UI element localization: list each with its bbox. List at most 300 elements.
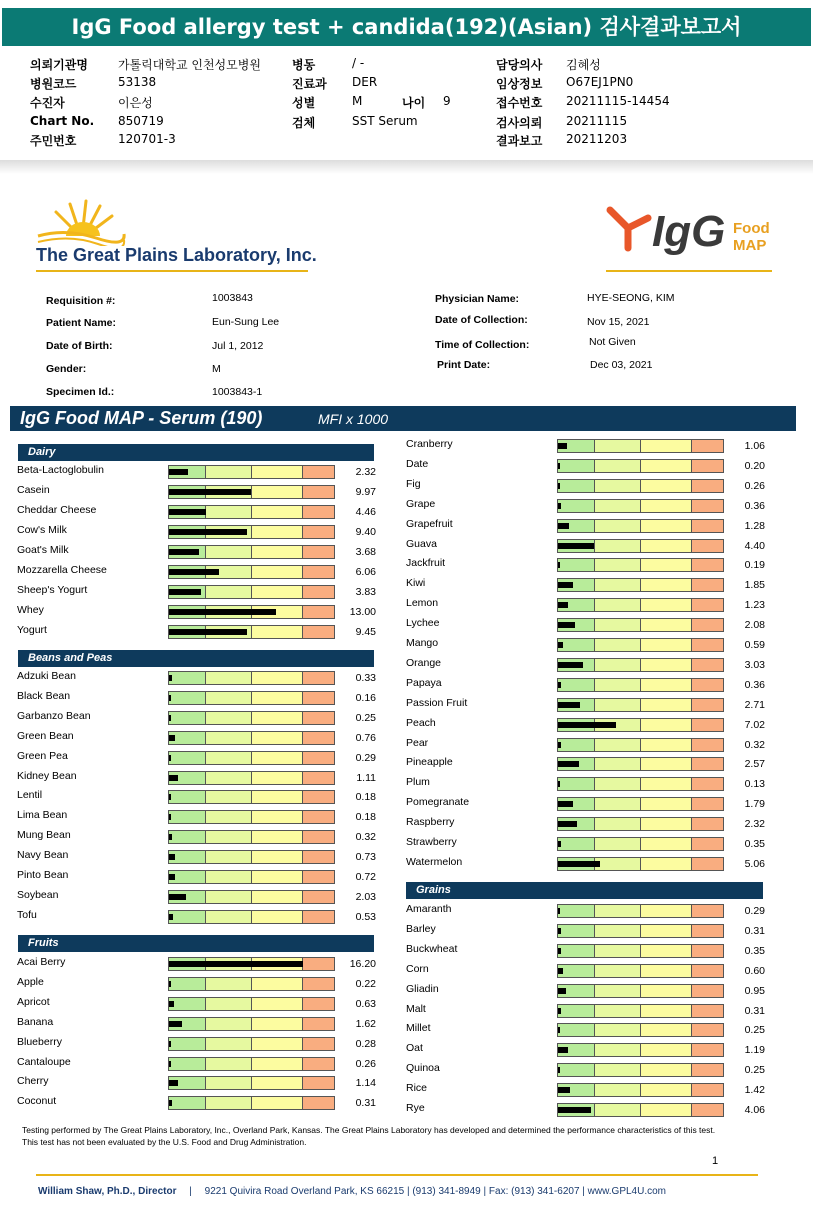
food-bar-fill <box>169 529 247 535</box>
food-bar <box>168 605 335 619</box>
lab-underline <box>36 270 308 272</box>
disclaimer: Testing performed by The Great Plains Laboratory, Inc., Overland Park, Kansas. The Great Plains Laboratory has developed and determined the performance characteristics of this test. This test has not been evaluated by the U.S. Food and Drug Administration. <box>22 1125 716 1147</box>
food-row <box>17 603 387 623</box>
food-row <box>17 1094 387 1114</box>
food-bar <box>168 790 335 804</box>
food-bar-fill <box>169 569 219 575</box>
food-row <box>17 908 387 928</box>
food-name: Cherry <box>17 1075 49 1088</box>
food-value: 0.36 <box>744 499 765 512</box>
food-bar-fill <box>558 1087 570 1093</box>
food-bar-fill <box>169 735 175 741</box>
food-bar <box>168 1096 335 1110</box>
food-value: 2.57 <box>744 758 765 771</box>
food-bar-fill <box>558 562 560 568</box>
patient-value: Eun-Sung Lee <box>212 316 280 328</box>
food-name: Corn <box>406 962 429 975</box>
food-bar <box>557 797 724 811</box>
food-value: 2.32 <box>355 466 376 478</box>
food-bar <box>168 910 335 924</box>
info-value: SST Serum <box>352 114 418 128</box>
food-row <box>406 1041 776 1061</box>
food-bar-fill <box>169 755 171 761</box>
info-value: 가톨릭대학교 인천성모병원 <box>118 58 261 72</box>
food-row <box>17 975 387 995</box>
food-row <box>406 795 776 815</box>
food-bar-fill <box>169 1061 171 1067</box>
food-value: 3.83 <box>355 586 376 598</box>
food-bar <box>557 984 724 998</box>
food-bar <box>557 1043 724 1057</box>
food-bar <box>557 718 724 732</box>
food-name: Coconut <box>17 1095 57 1108</box>
food-row <box>406 1061 776 1081</box>
food-bar <box>557 519 724 533</box>
food-value: 2.32 <box>744 818 765 831</box>
patient-label: Print Date: <box>437 359 491 371</box>
food-value: 6.06 <box>355 566 376 578</box>
food-value: 0.22 <box>355 977 376 990</box>
info-value: M <box>352 94 363 108</box>
patient-label: Requisition #: <box>46 295 116 307</box>
food-name: Apple <box>17 975 44 988</box>
food-row <box>406 437 776 457</box>
patient-label: Time of Collection: <box>435 339 530 351</box>
food-bar <box>557 578 724 592</box>
food-bar-fill <box>558 781 560 787</box>
food-value: 3.03 <box>744 658 765 671</box>
food-bar <box>168 585 335 599</box>
food-bar-fill <box>558 702 580 708</box>
food-value: 0.53 <box>355 910 376 923</box>
food-bar-fill <box>169 814 171 820</box>
food-bar <box>557 598 724 612</box>
food-value: 1.79 <box>744 798 765 811</box>
food-bar-fill <box>558 463 560 469</box>
footer-separator: | <box>189 1186 192 1197</box>
food-value: 0.18 <box>355 791 376 804</box>
info-value: O67EJ1PN0 <box>566 75 634 89</box>
food-name: Millet <box>406 1022 431 1035</box>
food-row <box>406 1081 776 1101</box>
food-value: 0.73 <box>355 851 376 864</box>
food-bar <box>557 924 724 938</box>
food-row <box>406 596 776 616</box>
food-value: 9.45 <box>355 626 376 638</box>
food-bar <box>557 459 724 473</box>
food-value: 2.71 <box>744 698 765 711</box>
food-bar-fill <box>169 981 171 987</box>
food-row <box>406 775 776 795</box>
food-name: Lima Bean <box>17 809 68 822</box>
food-name: Yogurt <box>17 624 47 636</box>
food-bar-fill <box>558 968 563 974</box>
food-bar-fill <box>558 761 579 767</box>
patient-value: Dec 03, 2021 <box>590 359 653 371</box>
food-value: 0.59 <box>744 639 765 651</box>
food-value: 4.46 <box>355 506 376 518</box>
food-name: Garbanzo Bean <box>17 709 91 722</box>
food-value: 9.40 <box>355 526 376 538</box>
info-label: 접수번호 <box>496 96 543 110</box>
info-label: 진료과 <box>292 77 327 91</box>
food-name: Banana <box>17 1015 54 1028</box>
food-row <box>406 942 776 962</box>
food-bar-fill <box>169 1001 174 1007</box>
food-bar-fill <box>558 908 560 914</box>
food-bar <box>168 525 335 539</box>
food-bar-fill <box>169 894 186 900</box>
food-name: Pomegranate <box>406 796 470 809</box>
food-row <box>406 517 776 537</box>
food-value: 0.63 <box>355 997 376 1010</box>
food-bar <box>168 505 335 519</box>
food-row <box>406 835 776 855</box>
food-value: 1.42 <box>744 1084 765 1097</box>
food-bar <box>557 1004 724 1018</box>
header-divider <box>0 160 813 174</box>
food-name: Tofu <box>17 908 37 921</box>
info-label: 주민번호 <box>30 134 77 148</box>
food-value: 0.33 <box>355 672 376 684</box>
food-bar-fill <box>169 1100 172 1106</box>
page-number: 1 <box>712 1155 719 1167</box>
patient-label: Date of Collection: <box>435 314 528 326</box>
info-label: 나이 <box>402 96 426 110</box>
food-bar <box>557 558 724 572</box>
category-beans: Beans and Peas <box>18 650 374 667</box>
patient-value: M <box>212 363 221 375</box>
food-row <box>406 1002 776 1022</box>
food-row <box>406 755 776 775</box>
food-bar <box>168 625 335 639</box>
food-value: 13.00 <box>349 606 376 618</box>
food-name: Green Bean <box>17 729 74 742</box>
food-value: 1.23 <box>744 599 765 612</box>
food-value: 0.26 <box>355 1057 376 1070</box>
patient-value: 1003843-1 <box>212 386 263 398</box>
food-bar <box>557 1023 724 1037</box>
food-bar-fill <box>169 589 201 595</box>
food-bar-fill <box>558 821 577 827</box>
food-bar-fill <box>558 841 561 847</box>
food-name: Date <box>406 457 429 470</box>
food-bar <box>168 870 335 884</box>
food-value: 0.18 <box>355 811 376 824</box>
food-name: Goat's Milk <box>17 544 69 556</box>
info-label: 검체 <box>292 116 316 130</box>
food-bar <box>557 658 724 672</box>
food-bar <box>557 904 724 918</box>
food-value: 9.97 <box>355 486 376 498</box>
food-row <box>17 888 387 908</box>
food-name: Blueberry <box>17 1035 62 1048</box>
food-row <box>17 669 387 689</box>
food-row <box>406 676 776 696</box>
food-bar <box>168 731 335 745</box>
food-bar <box>168 890 335 904</box>
food-bar <box>168 830 335 844</box>
food-row <box>406 537 776 557</box>
food-row <box>406 736 776 756</box>
logo-map: MAP <box>733 237 767 254</box>
food-value: 4.40 <box>744 539 765 552</box>
food-name: Adzuki Bean <box>17 670 76 682</box>
food-row <box>17 1074 387 1094</box>
food-value: 0.31 <box>355 1097 376 1110</box>
food-value: 0.25 <box>744 1064 765 1077</box>
info-label: 담당의사 <box>496 58 543 72</box>
food-bar <box>168 545 335 559</box>
food-name: Pinto Bean <box>17 869 69 881</box>
food-bar <box>557 638 724 652</box>
food-bar-fill <box>558 928 561 934</box>
food-value: 1.62 <box>355 1017 376 1030</box>
food-row <box>17 463 387 483</box>
food-row <box>17 1055 387 1075</box>
food-name: Lychee <box>406 617 440 630</box>
info-label: 결과보고 <box>496 134 543 148</box>
food-bar <box>557 738 724 752</box>
food-value: 0.20 <box>744 459 765 472</box>
food-map-title: IgG Food MAP - Serum (190) <box>20 408 263 428</box>
food-name: Quinoa <box>406 1062 440 1075</box>
food-value: 0.25 <box>744 1024 765 1037</box>
food-bar <box>557 964 724 978</box>
info-value: 이은성 <box>118 96 153 110</box>
food-row <box>17 1015 387 1035</box>
logo-underline <box>606 270 772 272</box>
footer-contact: 9221 Quivira Road Overland Park, KS 66215 | (913) 341-8949 | Fax: (913) 341-6207 | www.GPL4U.com <box>204 1186 667 1197</box>
category-dairy: Dairy <box>18 444 374 461</box>
food-name: Passion Fruit <box>406 696 468 709</box>
food-row <box>17 1035 387 1055</box>
food-row <box>17 868 387 888</box>
food-value: 0.13 <box>744 778 765 791</box>
food-value: 0.32 <box>355 831 376 844</box>
food-value: 0.76 <box>355 731 376 744</box>
patient-value: Not Given <box>589 336 636 348</box>
food-value: 0.35 <box>744 944 765 957</box>
food-row <box>406 477 776 497</box>
info-value: 20211203 <box>566 132 628 146</box>
food-row <box>406 1101 776 1121</box>
food-bar-fill <box>558 1067 560 1073</box>
footer <box>38 1186 666 1197</box>
sun-logo-icon <box>36 198 126 246</box>
food-bar <box>557 857 724 871</box>
food-value: 0.26 <box>744 479 765 492</box>
info-label: 성별 <box>292 96 316 110</box>
food-value: 0.35 <box>744 838 765 850</box>
food-bar-fill <box>169 489 251 495</box>
food-row <box>17 483 387 503</box>
food-row <box>406 497 776 517</box>
food-bar <box>557 1103 724 1117</box>
food-bar <box>168 850 335 864</box>
food-name: Cheddar Cheese <box>17 504 97 516</box>
food-row <box>17 848 387 868</box>
food-name: Casein <box>17 484 50 496</box>
lab-name: The Great Plains Laboratory, Inc. <box>36 245 317 265</box>
patient-value: 1003843 <box>212 292 253 304</box>
food-row <box>406 576 776 596</box>
food-name: Kiwi <box>406 577 426 590</box>
food-row <box>406 922 776 942</box>
food-value: 3.68 <box>355 546 376 558</box>
info-value: 850719 <box>118 114 164 128</box>
food-bar-fill <box>558 582 573 588</box>
food-value: 1.19 <box>744 1044 765 1057</box>
food-bar-fill <box>558 602 568 608</box>
food-bar-fill <box>558 1107 591 1113</box>
food-value: 0.29 <box>355 751 376 764</box>
food-name: Apricot <box>17 995 50 1008</box>
food-bar-fill <box>558 483 560 489</box>
food-bar-fill <box>169 695 171 701</box>
food-row <box>17 769 387 789</box>
food-value: 1.14 <box>355 1077 376 1090</box>
food-bar-fill <box>558 543 594 549</box>
food-bar <box>168 1057 335 1071</box>
food-name: Pineapple <box>406 756 453 769</box>
food-value: 0.29 <box>744 905 765 917</box>
food-map-header <box>10 406 796 431</box>
food-name: Plum <box>406 776 430 789</box>
food-name: Amaranth <box>406 903 452 915</box>
food-name: Lemon <box>406 597 439 610</box>
food-bar-fill <box>558 443 567 449</box>
food-bar-fill <box>169 509 206 515</box>
food-value: 5.06 <box>744 857 765 870</box>
info-value: 53138 <box>118 75 157 89</box>
food-name: Oat <box>406 1042 423 1055</box>
food-value: 2.03 <box>355 890 376 903</box>
food-value: 0.25 <box>355 711 376 724</box>
food-value: 4.06 <box>744 1104 765 1116</box>
food-bar-fill <box>558 1047 568 1053</box>
food-name: Rice <box>406 1082 428 1095</box>
food-name: Orange <box>406 656 442 669</box>
food-name: Grape <box>406 497 436 510</box>
food-name: Papaya <box>406 676 442 689</box>
patient-label: Date of Birth: <box>46 340 113 352</box>
food-bar-fill <box>558 801 573 807</box>
info-label: Chart No. <box>30 114 95 128</box>
antibody-logo-icon <box>604 204 656 254</box>
footer-divider <box>36 1174 758 1176</box>
food-name: Gliadin <box>406 982 439 995</box>
food-bar-fill <box>558 642 563 648</box>
food-bar-fill <box>169 469 188 475</box>
food-bar <box>168 977 335 991</box>
food-value: 0.36 <box>744 678 765 691</box>
food-bar-fill <box>169 854 175 860</box>
food-value: 1.11 <box>356 771 376 784</box>
food-value: 7.02 <box>744 718 765 731</box>
food-bar <box>557 618 724 632</box>
food-row <box>17 503 387 523</box>
food-row <box>17 955 387 975</box>
food-row <box>406 656 776 676</box>
patient-label: Gender: <box>46 363 87 375</box>
info-value: 120701-3 <box>118 132 176 146</box>
food-bar-fill <box>558 523 569 529</box>
food-row <box>17 583 387 603</box>
food-bar <box>168 997 335 1011</box>
food-name: Pear <box>406 736 429 749</box>
food-bar <box>557 539 724 553</box>
patient-label: Patient Name: <box>46 317 117 329</box>
food-name: Navy Bean <box>17 849 69 862</box>
food-name: Mango <box>406 637 439 649</box>
food-name: Green Pea <box>17 749 68 762</box>
food-bar-fill <box>169 794 171 800</box>
category-grains: Grains <box>406 882 763 899</box>
food-map-unit: MFI x 1000 <box>318 411 389 427</box>
food-bar-fill <box>169 914 173 920</box>
report-title: IgG Food allergy test + candida(192)(Asian) 검사결과보고서 <box>2 8 811 46</box>
food-value: 0.28 <box>355 1037 376 1050</box>
food-bar <box>168 711 335 725</box>
food-row <box>406 636 776 656</box>
food-name: Kidney Bean <box>17 769 77 782</box>
food-name: Raspberry <box>406 816 455 829</box>
food-value: 0.31 <box>744 1004 765 1017</box>
info-label: 검사의뢰 <box>496 116 543 130</box>
food-bar <box>168 671 335 685</box>
food-value: 0.32 <box>744 738 765 751</box>
food-name: Whey <box>17 604 44 616</box>
food-bar <box>168 465 335 479</box>
food-name: Grapefruit <box>406 517 453 530</box>
food-bar-fill <box>558 1008 561 1014</box>
food-bar-fill <box>169 874 175 880</box>
food-row <box>406 902 776 922</box>
food-bar-fill <box>558 742 561 748</box>
footer-director: William Shaw, Ph.D., Director <box>38 1186 177 1197</box>
food-bar <box>168 751 335 765</box>
food-bar <box>168 771 335 785</box>
food-name: Malt <box>406 1002 426 1015</box>
food-row <box>17 828 387 848</box>
food-bar <box>557 698 724 712</box>
info-label: 임상정보 <box>496 77 543 91</box>
food-name: Strawberry <box>406 836 457 848</box>
food-name: Acai Berry <box>17 956 66 968</box>
food-bar <box>168 485 335 499</box>
food-row <box>406 556 776 576</box>
logo-food: Food <box>733 220 770 237</box>
food-bar <box>557 678 724 692</box>
food-bar-fill <box>169 675 172 681</box>
food-bar-fill <box>169 1021 182 1027</box>
food-value: 2.08 <box>744 619 765 632</box>
food-bar <box>168 691 335 705</box>
food-value: 0.72 <box>355 871 376 883</box>
food-row <box>17 523 387 543</box>
food-row <box>17 995 387 1015</box>
food-row <box>17 563 387 583</box>
food-bar-fill <box>558 622 575 628</box>
patient-value: Jul 1, 2012 <box>212 340 264 352</box>
food-bar-fill <box>169 1080 178 1086</box>
food-row <box>17 689 387 709</box>
food-bar <box>168 810 335 824</box>
food-row <box>17 788 387 808</box>
food-bar-fill <box>558 682 561 688</box>
food-row <box>406 982 776 1002</box>
